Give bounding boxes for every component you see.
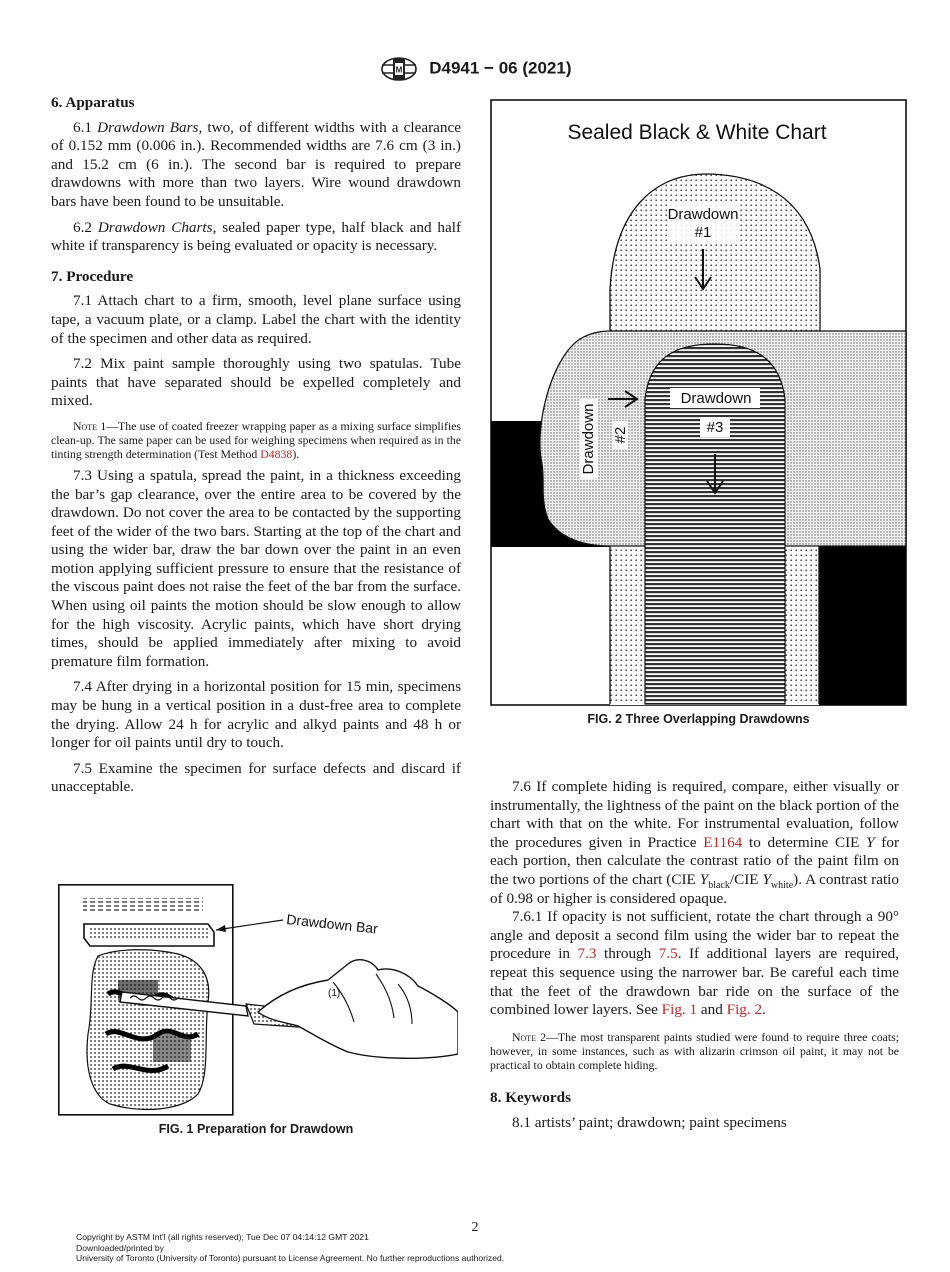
drawdown-1-label: Drawdown <box>667 206 739 223</box>
paragraph-6-1: 6.1 Drawdown Bars, two, of different widths with a clearance of 0.152 mm (0.006 in.). Recommended widths are 7.6 cm (3 in.) and 15.2 cm (6 in.). The second bar is required to prepare drawdowns with more than two layers. Wire wound drawdown bars have been found to be unsuitable. <box>51 118 461 210</box>
section-heading-apparatus: 6. Apparatus <box>51 94 135 111</box>
drawdown-preparation-illustration <box>58 884 458 1116</box>
standard-designation: D4941 − 06 (2021) <box>429 58 572 78</box>
page-header <box>0 56 950 82</box>
link-7-3[interactable]: 7.3 <box>577 945 597 963</box>
drawdown-bar-label: Drawdown Bar <box>285 911 379 937</box>
note-2: Note 2—The most transparent paints studied were found to require three coats; however, in some instances, such as with alizarin crimson oil paint, it may not be practical to obtain complete hiding. <box>490 1029 899 1072</box>
left-column <box>51 94 461 797</box>
footer-line-2: Downloaded/printed by <box>76 1242 164 1253</box>
chart-title: Sealed Black & White Chart <box>567 121 827 144</box>
figure-2-caption: FIG. 2 Three Overlapping Drawdowns <box>587 712 810 726</box>
figure-2 <box>490 99 907 706</box>
note-1: Note 1—The use of coated freezer wrapping paper as a mixing surface simplifies clean-up. The same paper can be used for weighing specimens when required as in the tinting strength determination (Test Method D4838). <box>51 418 461 461</box>
drawdown-2-number: #2 <box>612 426 629 444</box>
section-heading-keywords: 8. Keywords <box>490 1088 571 1106</box>
link-e1164[interactable]: E1164 <box>703 833 743 851</box>
footer-line-3: University of Toronto (University of Toronto) pursuant to License Agreement. No further reproductions authorized. <box>76 1253 505 1264</box>
svg-text:(1): (1) <box>328 988 341 999</box>
section-heading-procedure: 7. Procedure <box>51 267 134 285</box>
link-7-5[interactable]: 7.5 <box>658 945 678 963</box>
paragraph-6-2: 6.2 Drawdown Charts, sealed paper type, half black and half white if transparency is being evaluated or opacity is necessary. <box>51 218 462 255</box>
figure-1 <box>58 884 458 1116</box>
link-fig-2[interactable]: Fig. 2 <box>726 1001 763 1019</box>
paragraph-7-6-1: 7.6.1 If opacity is not sufficient, rotate the chart through a 90° angle and deposit a second film using the wider bar to repeat the procedure in 7.3 through 7.5. If additional layers are required, repeat this sequence using the narrower bar. Be careful each time that the feet of the drawdown bar ride on the surface of the combined lower layers. See Fig. 1 and Fig. 2. <box>490 908 900 1019</box>
drawdown-1-number: #1 <box>694 224 712 241</box>
paragraph-7-5: 7.5 Examine the specimen for surface defects and discard if unacceptable. <box>51 759 461 796</box>
paragraph-8-1: 8.1 artists’ paint; drawdown; paint specimens <box>512 1114 787 1132</box>
link-fig-1[interactable]: Fig. 1 <box>661 1001 698 1019</box>
paragraph-7-4: 7.4 After drying in a horizontal position for 15 min, specimens may be hung in a vertical position in a dust-free area to complete the drying. Allow 24 h for acrylic and alkyd paints and 48 h or longer for oil paints until dry to touch. <box>51 678 461 752</box>
svg-text:M: M <box>395 65 402 75</box>
paragraph-7-1: 7.1 Attach chart to a firm, smooth, level plane surface using tape, a vacuum plate, or a clamp. Label the chart with the identity of the specimen and other data as required. <box>51 292 461 347</box>
copyright-footer <box>76 1232 776 1264</box>
drawdown-3-label: Drawdown <box>680 390 752 407</box>
page-number: 2 <box>471 1220 479 1235</box>
sealed-chart-illustration <box>490 99 907 706</box>
footer-line-1: Copyright by ASTM Int'l (all rights reserved); Tue Dec 07 04:14:12 GMT 2021 <box>76 1232 369 1242</box>
astm-logo-icon <box>379 56 419 82</box>
paragraph-7-2: 7.2 Mix paint sample thoroughly using two spatulas. Tube paints that have separated should be expelled completely and mixed. <box>51 355 461 410</box>
right-column <box>490 778 899 1133</box>
paragraph-7-3: 7.3 Using a spatula, spread the paint, in a thickness exceeding the bar’s gap clearance, over the entire area to be covered by the drawdown. Do not cover the area to be contacted by the supporting feet of the wider of the two bars. Starting at the top of the chart and using the wider bar, draw the bar down over the paint in an even motion applying sufficient pressure to ensure that the resistance of the viscous paint does not raise the feet of the bar from the surface. When using oil paints the motion should be slow enough to allow for the high viscosity. Acrylic paints, which have short drying times, should be applied immediately after mixing to avoid premature film formation. <box>51 466 461 670</box>
link-d4838[interactable]: D4838 <box>260 446 293 461</box>
drawdown-3-number: #3 <box>706 419 724 436</box>
paragraph-7-6: 7.6 If complete hiding is required, compare, either visually or instrumentally, the lightness of the paint on the black portion of the chart with that on the white. For instrumental evaluation, follow the procedures given in Practice E1164 to determine CIE Y for each portion, then calculate the contrast ratio of the paint film on the two portions of the chart (CIE $Y_{black}$/CIE $Y_{white}$). A contrast ratio of 0.98 or higher is considered opaque. <box>490 778 899 907</box>
drawdown-2-label: Drawdown <box>580 403 597 475</box>
figure-1-caption: FIG. 1 Preparation for Drawdown <box>158 1122 354 1136</box>
